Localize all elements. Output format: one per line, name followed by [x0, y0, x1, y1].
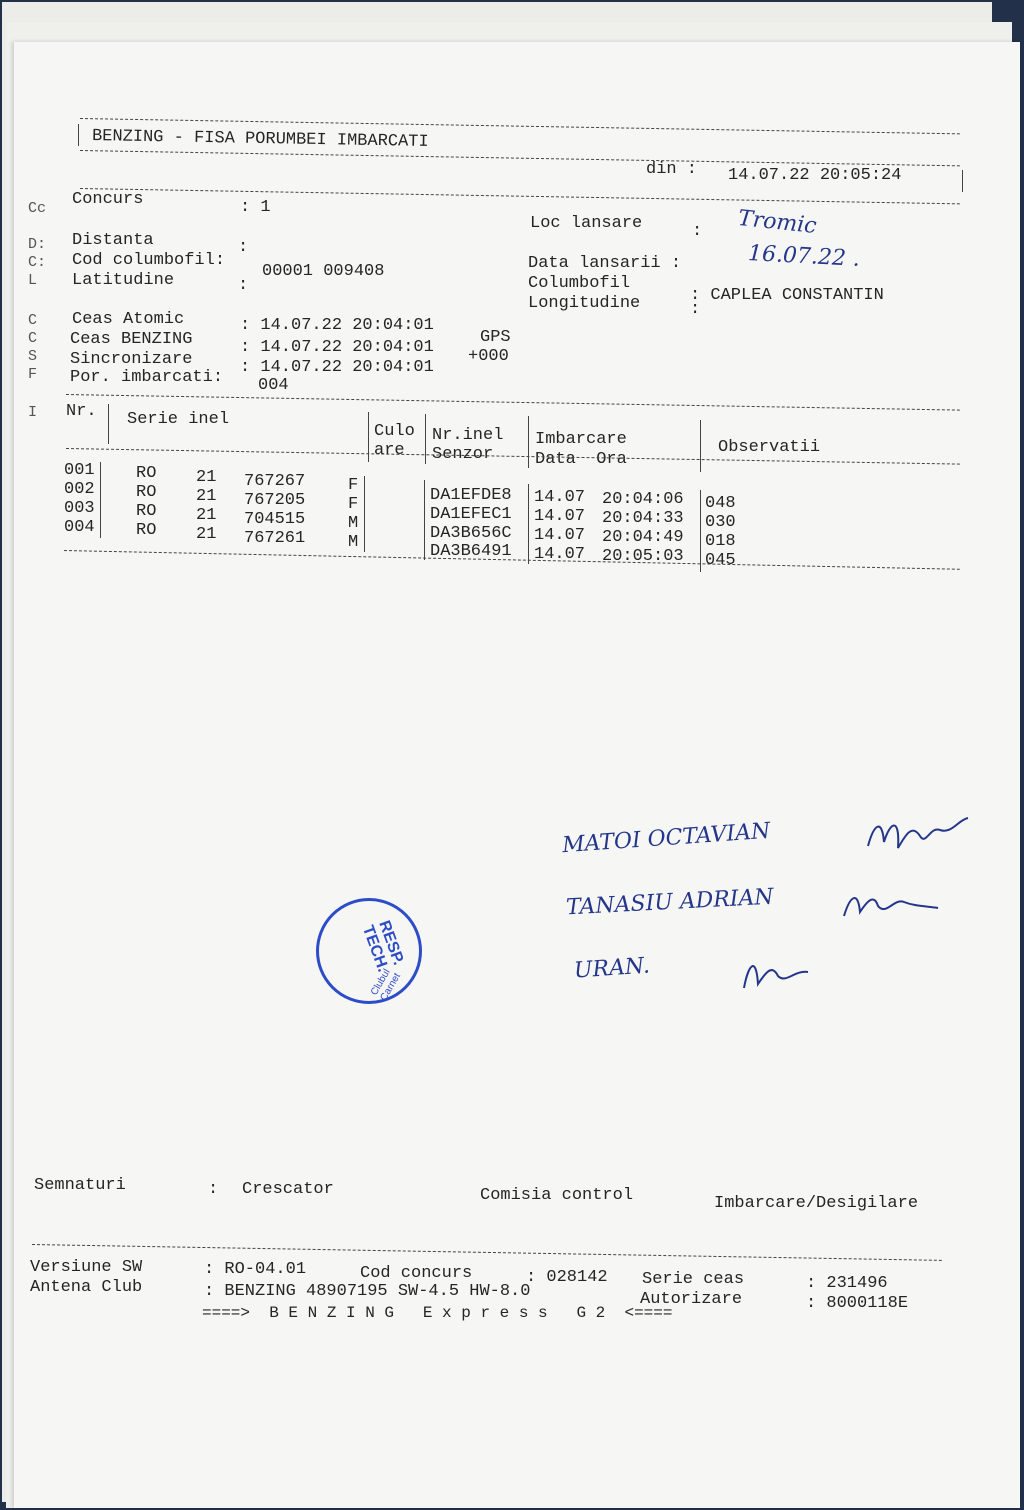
row-year: 21	[196, 525, 217, 544]
row-time: 20:05:03	[602, 547, 684, 566]
row-sensor: DA3B656C	[430, 524, 512, 543]
concurs-value: : 1	[240, 198, 271, 217]
row-country: RO	[136, 464, 157, 483]
sincronizare-value: : 14.07.22 20:04:01	[240, 358, 434, 377]
row-sensor: DA3B6491	[430, 542, 512, 561]
serie-ceas-value: : 231496	[806, 1274, 888, 1293]
row-year: 21	[196, 468, 217, 487]
stamp-text: RESP. TECH.	[358, 918, 407, 975]
col-header-serie-inel: Serie inel	[127, 410, 230, 429]
edge-text: L	[28, 272, 38, 289]
edge-text: C	[28, 312, 38, 329]
table-divider	[528, 484, 529, 564]
col-header-senzor: Senzor	[432, 445, 494, 464]
row-ring: 767205	[244, 491, 306, 510]
handwritten-name-2: TANASIU ADRIAN	[565, 884, 775, 921]
row-sensor: DA1EFDE8	[430, 486, 512, 505]
row-date: 14.07	[534, 507, 586, 526]
row-nr: 003	[64, 499, 95, 518]
distanta-label: Distanta	[72, 231, 154, 250]
edge-text: F	[28, 366, 38, 383]
table-divider	[364, 476, 365, 552]
edge-text: I	[28, 404, 38, 421]
row-ring: 767261	[244, 529, 306, 548]
edge-text: C	[28, 330, 38, 347]
table-bottom-rule	[64, 550, 960, 570]
row-observatii: 045	[705, 551, 736, 570]
row-ring: 767267	[244, 472, 306, 491]
col-header-imbarcare: Imbarcare	[535, 430, 627, 449]
semnaturi-sep: :	[208, 1180, 219, 1199]
por-imbarcati-value: 004	[258, 376, 289, 395]
edge-text: Cc	[28, 200, 47, 217]
antena-club-label: Antena Club	[30, 1278, 143, 1297]
header-bottom-rule	[80, 188, 960, 204]
latitudine-label: Latitudine	[72, 271, 175, 290]
row-time: 20:04:33	[602, 509, 684, 528]
signature-scribble-1	[860, 806, 980, 866]
row-date: 14.07	[534, 526, 586, 545]
edge-text: D:	[28, 236, 47, 253]
benzing-express-banner: ====> B E N Z I N G E x p r e s s G 2 <====	[202, 1304, 673, 1322]
col-header-nr: Nr.	[66, 402, 97, 421]
loc-lansare-label: Loc lansare	[530, 214, 643, 233]
footer-rule	[32, 1244, 942, 1261]
row-observatii: 048	[705, 494, 736, 513]
row-time: 20:04:49	[602, 528, 684, 547]
signature-scribble-3	[738, 944, 818, 994]
imbarcare-desigilare-label: Imbarcare/Desigilare	[714, 1194, 919, 1213]
header-mid-rule	[80, 150, 960, 166]
latitudine-value: :	[238, 276, 249, 295]
cod-concurs-label: Cod concurs	[360, 1264, 473, 1283]
handwritten-name-1: MATOI OCTAVIAN	[561, 818, 772, 859]
serie-ceas-label: Serie ceas	[642, 1270, 745, 1289]
row-observatii: 018	[705, 532, 736, 551]
por-imbarcati-label: Por. imbarcati:	[70, 368, 224, 387]
table-divider	[700, 490, 701, 572]
row-country: RO	[136, 521, 157, 540]
edge-text: C:	[28, 254, 47, 271]
ceas-benzing-value: : 14.07.22 20:04:01	[240, 338, 434, 357]
row-observatii: 030	[705, 513, 736, 532]
handwritten-loc-lansare: Tromic	[736, 205, 818, 240]
header-right-border	[962, 170, 963, 192]
offset-value: +000	[468, 347, 509, 366]
row-time: 20:04:06	[602, 490, 684, 509]
longitudine-value: :	[690, 300, 701, 319]
ceas-atomic-value: : 14.07.22 20:04:01	[240, 316, 434, 335]
row-country: RO	[136, 502, 157, 521]
autorizare-value: : 8000118E	[806, 1294, 909, 1313]
club-stamp	[316, 898, 422, 1004]
distanta-value: :	[238, 238, 249, 257]
row-nr: 004	[64, 518, 95, 537]
columbofil-value: : CAPLEA CONSTANTIN	[690, 286, 884, 305]
row-nr: 002	[64, 480, 95, 499]
table-top-rule	[66, 394, 960, 411]
autorizare-label: Autorizare	[640, 1290, 743, 1309]
col-header-data-ora: Data Ora	[535, 450, 627, 469]
col-header-observatii: Observatii	[718, 438, 821, 457]
row-country: RO	[136, 483, 157, 502]
semnaturi-label: Semnaturi	[34, 1176, 126, 1195]
table-divider	[368, 412, 369, 462]
stamp-ring-text: Clubul Carnet	[368, 967, 404, 1003]
page-title: BENZING - FISA PORUMBEI IMBARCATI	[91, 127, 429, 152]
ceas-benzing-label: Ceas BENZING	[70, 330, 193, 349]
versiune-sw-value: : RO-04.01	[204, 1260, 307, 1279]
row-sex: M	[348, 533, 359, 552]
cod-concurs-value: : 028142	[526, 1268, 608, 1287]
row-ring: 704515	[244, 510, 306, 529]
handwritten-name-3: URAN.	[573, 953, 651, 984]
row-sex: M	[348, 514, 359, 533]
row-year: 21	[196, 487, 217, 506]
loc-lansare-sep: :	[692, 222, 703, 241]
gps-label: GPS	[480, 328, 511, 347]
table-divider	[108, 404, 109, 444]
handwritten-data-lansarii: 16.07.22 .	[747, 241, 861, 272]
table-divider	[425, 414, 426, 464]
edge-text: S	[28, 348, 38, 365]
row-date: 14.07	[534, 545, 586, 564]
row-sex: F	[348, 495, 359, 514]
versiune-sw-label: Versiune SW	[30, 1258, 143, 1277]
comisia-control-label: Comisia control	[480, 1186, 634, 1205]
signature-scribble-2	[838, 876, 948, 926]
concurs-label: Concurs	[72, 190, 144, 209]
data-lansarii-label: Data lansarii :	[528, 254, 682, 273]
cod-columbofil-label: Cod columbofil:	[72, 251, 226, 270]
col-header-culoare-2: are	[374, 441, 405, 460]
din-value: 14.07.22 20:05:24	[728, 166, 902, 185]
din-label: din :	[646, 160, 698, 179]
table-divider	[424, 480, 425, 560]
table-divider	[528, 416, 529, 468]
row-sex: F	[348, 476, 359, 495]
columbofil-label: Columbofil	[528, 274, 631, 293]
row-sensor: DA1EFEC1	[430, 505, 512, 524]
table-header-rule	[66, 448, 960, 465]
cod-columbofil-value: 00001 009408	[262, 262, 385, 281]
col-header-nr-inel: Nr.inel	[432, 426, 504, 445]
antena-club-value: : BENZING 48907195 SW-4.5 HW-8.0	[204, 1282, 531, 1301]
row-date: 14.07	[534, 488, 586, 507]
sincronizare-label: Sincronizare	[70, 350, 193, 369]
ceas-atomic-label: Ceas Atomic	[72, 310, 185, 329]
table-divider	[700, 420, 701, 472]
col-header-culoare: Culo	[374, 422, 415, 441]
crescator-label: Crescator	[242, 1180, 334, 1199]
table-divider	[100, 462, 101, 538]
row-year: 21	[196, 506, 217, 525]
row-nr: 001	[64, 461, 95, 480]
longitudine-label: Longitudine	[528, 294, 641, 313]
header-left-border	[78, 124, 79, 146]
